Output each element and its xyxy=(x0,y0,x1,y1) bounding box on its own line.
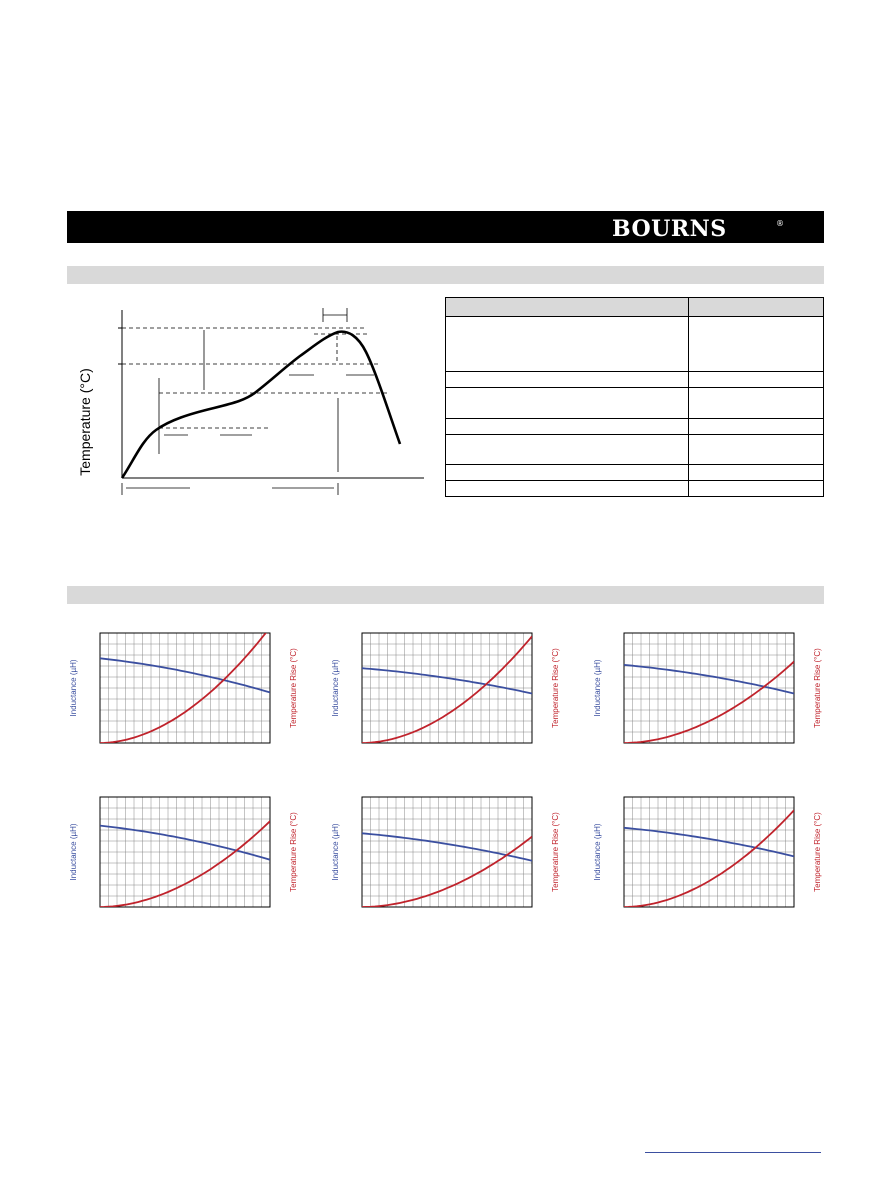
table-row xyxy=(446,388,824,419)
table-row xyxy=(446,419,824,435)
inductance-axis-label: Inductance (µH) xyxy=(69,823,78,881)
section-bar-reflow xyxy=(67,266,824,284)
table-cell xyxy=(446,388,689,419)
temperature-axis-label: Temperature Rise (°C) xyxy=(813,812,822,892)
curve-chart-4 xyxy=(60,789,310,919)
chart-grid xyxy=(362,797,532,907)
table-cell xyxy=(689,435,824,465)
curve-chart-6 xyxy=(584,789,834,919)
table-cell xyxy=(446,435,689,465)
section-bar-curves xyxy=(67,586,824,604)
table-cell xyxy=(446,372,689,388)
table-row xyxy=(446,372,824,388)
bourns-logo xyxy=(610,217,786,239)
footer-link[interactable] xyxy=(645,1152,821,1153)
inductance-axis-label: Inductance (µH) xyxy=(69,659,78,717)
inductance-axis-label: Inductance (µH) xyxy=(331,823,340,881)
logo-text: BOURNS xyxy=(612,217,727,239)
temperature-axis-label: Temperature Rise (°C) xyxy=(551,648,560,728)
curve-chart-3 xyxy=(584,625,834,755)
table-cell xyxy=(689,372,824,388)
curve-chart-1 xyxy=(60,625,310,755)
table-header-row xyxy=(446,298,824,317)
curve-chart-2 xyxy=(322,625,572,755)
inductance-axis-label: Inductance (µH) xyxy=(593,659,602,717)
registered-mark: ® xyxy=(776,219,784,228)
chart-grid xyxy=(624,797,794,907)
curve-chart-5 xyxy=(322,789,572,919)
reflow-markers xyxy=(122,308,374,495)
reflow-profile-diagram xyxy=(74,300,429,500)
temperature-axis-label: Temperature Rise (°C) xyxy=(289,648,298,728)
table-cell xyxy=(689,465,824,481)
temperature-axis-label: Temperature Rise (°C) xyxy=(289,812,298,892)
inductance-axis-label: Inductance (µH) xyxy=(593,823,602,881)
table-cell xyxy=(446,465,689,481)
table-row xyxy=(446,435,824,465)
table-header-cell xyxy=(689,298,824,317)
table-cell xyxy=(446,317,689,372)
table-cell xyxy=(689,388,824,419)
inductance-axis-label: Inductance (µH) xyxy=(331,659,340,717)
table-cell xyxy=(689,317,824,372)
table-cell xyxy=(446,481,689,497)
table-cell xyxy=(689,419,824,435)
reflow-curve xyxy=(122,332,400,478)
table-row xyxy=(446,317,824,372)
reflow-guides xyxy=(122,328,390,428)
chart-grid xyxy=(100,633,270,743)
table-cell xyxy=(689,481,824,497)
reflow-spec-table xyxy=(445,297,824,497)
reflow-axes xyxy=(118,310,424,478)
temperature-axis-label: Temperature Rise (°C) xyxy=(551,812,560,892)
table-row xyxy=(446,481,824,497)
temperature-axis-label: Temperature Rise (°C) xyxy=(813,648,822,728)
table-row xyxy=(446,465,824,481)
header-bar xyxy=(67,211,824,243)
table-header-cell xyxy=(446,298,689,317)
table-cell xyxy=(446,419,689,435)
reflow-y-axis-label: Temperature (°C) xyxy=(77,368,93,476)
